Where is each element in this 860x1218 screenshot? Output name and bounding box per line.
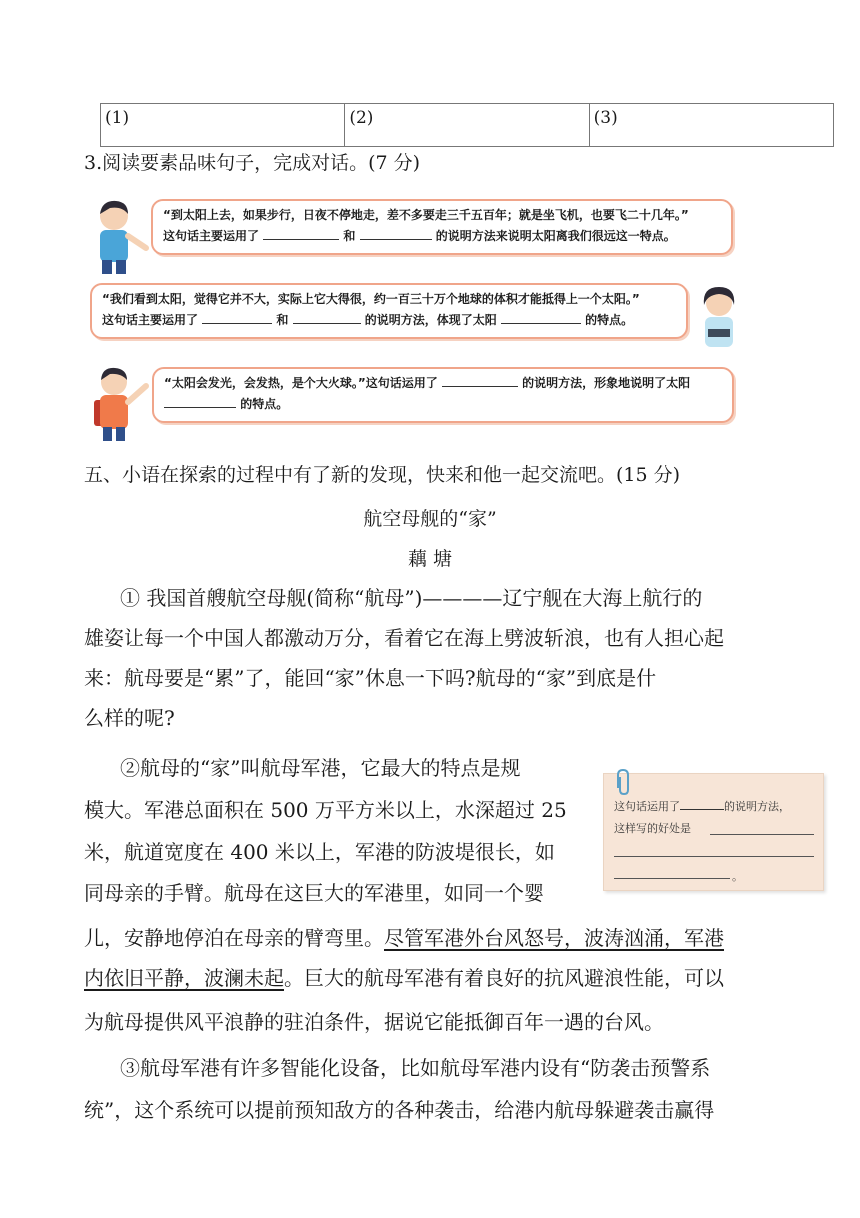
paragraph-2-line-7: 为航母提供风平浪静的驻泊条件，据说它能抵御百年一遇的台风。 [84, 1010, 664, 1034]
bubble2-text-3: 的说明方法，体现了太阳 [364, 313, 497, 327]
note-blank-4[interactable] [614, 878, 730, 879]
bubble1-text-1: 这句话主要运用了 [163, 229, 260, 243]
bubble2-text-1: 这句话主要运用了 [102, 313, 199, 327]
note-text-1: 这句话运用了 [614, 800, 680, 813]
bubble1-blank-2[interactable] [360, 227, 432, 240]
bubble3-blank-1[interactable] [442, 374, 518, 387]
article-author: 藕 塘 [407, 548, 453, 570]
note-period: 。 [732, 870, 743, 883]
paragraph-2-line-3: 米，航道宽度在 400 米以上，军港的防波堤很长，如 [84, 840, 555, 864]
note-blank-2[interactable] [710, 834, 814, 835]
bubble3-text-3: 的特点。 [240, 397, 289, 411]
annotation-note [603, 773, 824, 891]
paragraph-1-line-1: ① 我国首艘航空母舰(简称“航母”)————辽宁舰在大海上航行的 [120, 586, 703, 610]
bubble1-quote: “到太阳上去，如果步行，日夜不停地走，差不多要走三千五百年；就是坐飞机，也要飞二十几年。” [163, 208, 689, 222]
note-text-2: 的说明方法， [724, 800, 790, 813]
speech-bubble-3 [152, 367, 734, 423]
paragraph-1-line-3: 来：航母要是“累”了，能回“家”休息一下吗?航母的“家”到底是什 [84, 666, 657, 690]
paperclip-icon [612, 768, 634, 796]
bubble2-blank-2[interactable] [293, 311, 361, 324]
bubble1-blank-1[interactable] [263, 227, 339, 240]
paragraph-2-line-5-text: 儿，安静地停泊在母亲的臂弯里。 [84, 926, 384, 950]
boy-figure-1 [88, 196, 150, 276]
note-blank-1[interactable] [680, 798, 724, 810]
paragraph-2-line-1: ②航母的“家”叫航母军港，它最大的特点是规 [120, 756, 521, 780]
paragraph-1-line-4: 么样的呢? [84, 706, 175, 730]
paragraph-2-line-6 [84, 958, 724, 998]
bubble2-blank-1[interactable] [202, 311, 272, 324]
bubble2-quote: “我们看到太阳，觉得它并不大，实际上它大得很，约一百三十万个地球的体积才能抵得上一个太阳。” [102, 292, 640, 306]
girl-figure [696, 283, 742, 355]
answer-cell-2[interactable]: (2) [345, 104, 589, 147]
bubble1-text-3: 的说明方法来说明太阳离我们很远这一特点。 [435, 229, 676, 243]
paragraph-2-line-2: 模大。军港总面积在 500 万平方米以上，水深超过 25 [84, 798, 567, 822]
paragraph-3-line-2: 统”，这个系统可以提前预知敌方的各种袭击，给港内航母躲避袭击赢得 [84, 1098, 715, 1122]
section-5-heading: 五、小语在探索的过程中有了新的发现，快来和他一起交流吧。(15 分) [84, 464, 681, 486]
bubble2-text-2: 和 [276, 313, 289, 327]
underlined-sentence-part-2: 内依旧平静，波澜未起 [84, 966, 284, 990]
paragraph-3-line-1: ③航母军港有许多智能化设备，比如航母军港内设有“防袭击预警系 [120, 1056, 711, 1080]
answer-cell-1[interactable]: (1) [101, 104, 345, 147]
bubble2-blank-3[interactable] [501, 311, 581, 324]
answer-table [100, 103, 834, 147]
paragraph-1-line-2: 雄姿让每一个中国人都激动万分，看着它在海上劈波斩浪，也有人担心起 [84, 626, 724, 650]
bubble1-text-2: 和 [343, 229, 356, 243]
paragraph-2-line-6-text: 。巨大的航母军港有着良好的抗风避浪性能，可以 [284, 966, 724, 990]
bubble3-text-1: “太阳会发光，会发热，是个大火球。”这句话运用了 [164, 376, 438, 390]
speech-bubble-2 [90, 283, 688, 339]
answer-cell-3[interactable]: (3) [589, 104, 833, 147]
bubble2-text-4: 的特点。 [585, 313, 634, 327]
underlined-sentence-part-1: 尽管军港外台风怒号，波涛汹涌，军港 [384, 926, 724, 950]
article-title: 航空母舰的“家” [363, 508, 497, 530]
boy-figure-2 [90, 364, 152, 442]
speech-bubble-1 [151, 199, 733, 255]
note-text-3: 这样写的好处是 [614, 822, 691, 835]
paragraph-2-line-5 [84, 918, 724, 958]
question-3-heading: 3.阅读要素品味句子，完成对话。(7 分) [84, 152, 421, 174]
bubble3-text-2: 的说明方法，形象地说明了太阳 [522, 376, 691, 390]
paragraph-2-line-4: 同母亲的手臂。航母在这巨大的军港里，如同一个婴 [84, 881, 544, 905]
note-blank-3[interactable] [614, 856, 814, 857]
bubble3-blank-2[interactable] [164, 395, 236, 408]
